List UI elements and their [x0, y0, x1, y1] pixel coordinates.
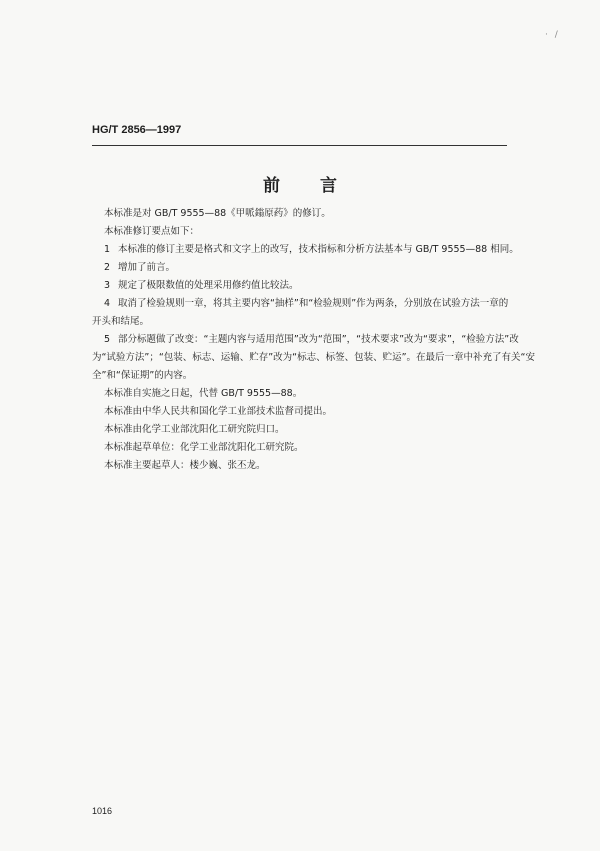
- paragraph-drafters: 本标准主要起草人：楼少巍、张丕龙。: [104, 460, 266, 471]
- list-item-number: 2: [104, 262, 111, 273]
- list-item-5-continuation-2: 全”和“保证期”的内容。: [92, 370, 193, 381]
- title-char-2: 言: [320, 176, 337, 196]
- list-item-number: 3: [104, 280, 111, 291]
- list-item-5: [92, 331, 519, 349]
- list-item-number: 5: [104, 334, 111, 345]
- page-number: 1016: [92, 806, 113, 816]
- title-char-1: 前: [263, 176, 280, 196]
- list-item-3: [92, 277, 512, 295]
- list-item-4: [92, 295, 512, 313]
- list-item-text: 规定了极限数值的处理采用修约值比较法。: [118, 280, 299, 291]
- list-item-1: [92, 241, 519, 259]
- list-item-2: [92, 259, 512, 277]
- list-item-text: 部分标题做了改变：“主题内容与适用范围”改为“范围”，“技术要求”改为“要求”，“检验方法”改: [118, 334, 519, 345]
- list-item-text: 本标准的修订主要是格式和文字上的改写，技术指标和分析方法基本与 GB/T 9555—88 相同。: [118, 244, 519, 255]
- paragraph-drafting-unit: 本标准起草单位：化学工业部沈阳化工研究院。: [104, 442, 304, 453]
- paragraph-points-heading: 本标准修订要点如下：: [104, 226, 200, 237]
- list-item-text: 增加了前言。: [118, 262, 176, 273]
- paragraph-replaces: 本标准自实施之日起，代替 GB/T 9555—88。: [104, 388, 303, 399]
- paragraph-centralized-by: 本标准由化学工业部沈阳化工研究院归口。: [104, 424, 285, 435]
- standard-code: HG/T 2856—1997: [92, 124, 182, 136]
- list-item-number: 1: [104, 244, 111, 255]
- list-item-number: 4: [104, 298, 111, 309]
- page-title: [0, 171, 600, 196]
- corner-mark: · /: [545, 30, 560, 40]
- header-rule: [92, 145, 507, 146]
- paragraph-intro: 本标准是对 GB/T 9555—88《甲哌鎓原药》的修订。: [104, 208, 331, 219]
- paragraph-proposed-by: 本标准由中华人民共和国化学工业部技术监督司提出。: [104, 406, 333, 417]
- list-item-5-continuation-1: 为“试验方法”；“包装、标志、运输、贮存”改为“标志、标签、包装、贮运”。在最后一章中补充了有关“安: [92, 352, 535, 363]
- foreword-body: [92, 205, 535, 475]
- list-item-4-continuation: 开头和结尾。: [92, 316, 150, 327]
- list-item-text: 取消了检验规则一章，将其主要内容“抽样”和“检验规则”作为两条，分别放在试验方法一章的: [118, 298, 509, 309]
